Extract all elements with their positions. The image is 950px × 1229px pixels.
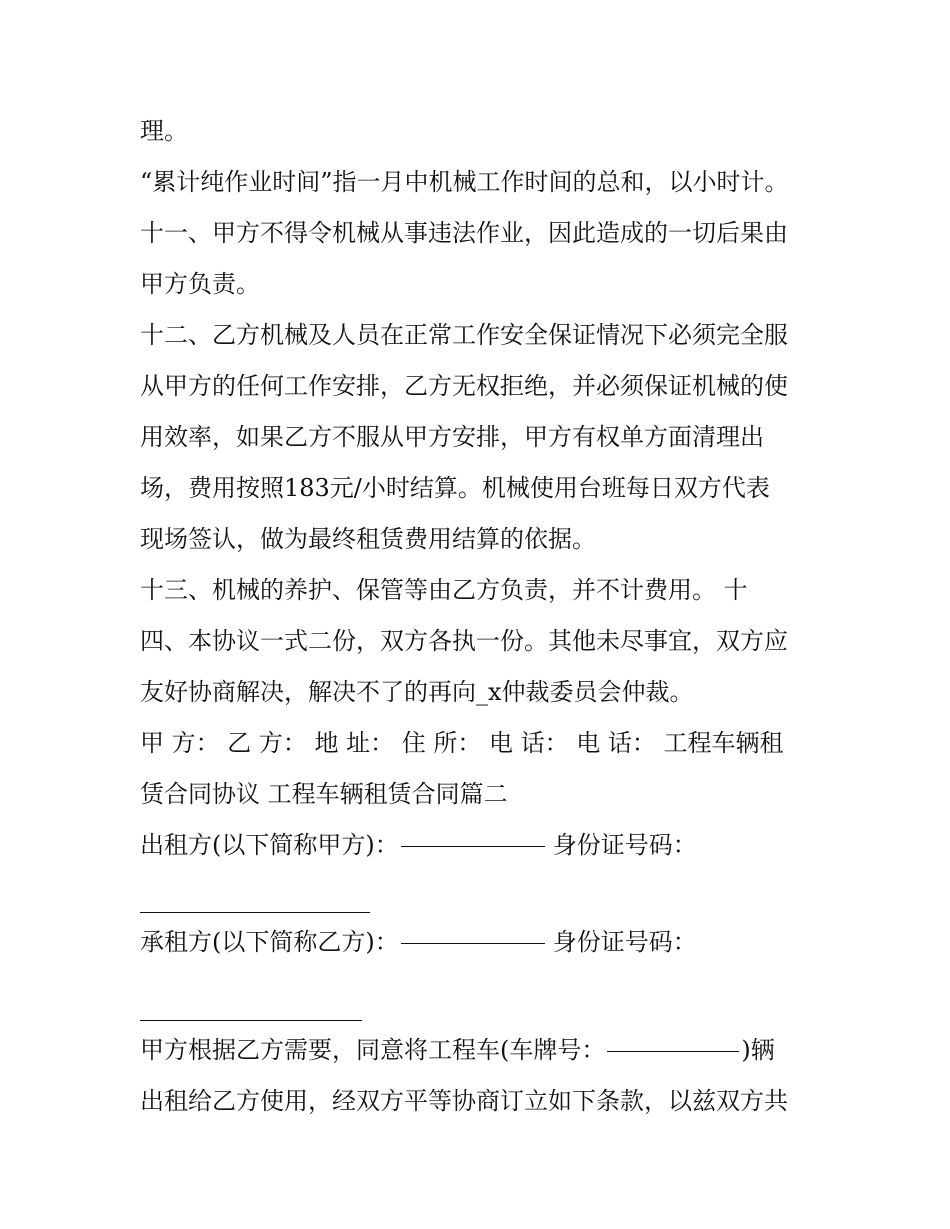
lessee-line xyxy=(140,917,820,968)
lessor-label: 出租方(以下简称甲方)： xyxy=(140,831,399,859)
vehicle-line xyxy=(140,1025,820,1076)
vehicle-text-end: )辆 xyxy=(741,1036,775,1064)
lessee-name-blank xyxy=(401,942,545,944)
lessee-id-label: 身份证号码： xyxy=(552,928,697,956)
text-line: 十二、乙方机械及人员在正常工作安全保证情况下必须完全服 xyxy=(140,321,788,349)
text-line: “累计纯作业时间”指一月中机械工作时间的总和，以小时计。 xyxy=(140,168,789,196)
text-line: 理。 xyxy=(140,117,188,145)
text-line: 场，费用按照183元/小时结算。机械使用台班每日双方代表 xyxy=(140,474,770,502)
text-line: 十一、甲方不得令机械从事违法作业，因此造成的一切后果由 xyxy=(140,219,788,247)
text-line: 十三、机械的养护、保管等由乙方负责，并不计费用。 十 xyxy=(140,576,748,604)
lessor-id-label: 身份证号码： xyxy=(552,831,697,859)
vehicle-text-start: 甲方根据乙方需要，同意将工程车(车牌号： xyxy=(140,1036,606,1064)
text-line: 甲 方： 乙 方： 地 址： 住 所： 电 话： 电 话： 工程车辆租 xyxy=(140,729,784,757)
text-line: 赁合同协议 工程车辆租赁合同篇二 xyxy=(140,780,508,808)
lessor-line xyxy=(140,820,820,871)
lessor-id-blank xyxy=(140,911,370,913)
lessor-id-blank-line xyxy=(140,871,820,917)
lessor-name-blank xyxy=(401,845,545,847)
lessee-id-blank xyxy=(140,1019,362,1021)
text-line: 从甲方的任何工作安排，乙方无权拒绝，并必须保证机械的使 xyxy=(140,372,788,400)
plate-number-blank xyxy=(607,1050,739,1052)
text-line: 出租给乙方使用，经双方平等协商订立如下条款，以兹双方共 xyxy=(140,1087,788,1115)
text-line: 现场签认，做为最终租赁费用结算的依据。 xyxy=(140,525,596,553)
text-line: 四、本协议一式二份，双方各执一份。其他未尽事宜，双方应 xyxy=(140,627,788,655)
document-body xyxy=(140,106,820,1127)
text-line: 甲方负责。 xyxy=(140,270,260,298)
text-line: 友好协商解决，解决不了的再向_x仲裁委员会仲裁。 xyxy=(140,678,694,706)
text-line: 用效率，如果乙方不服从甲方安排，甲方有权单方面清理出 xyxy=(140,423,764,451)
lessee-label: 承租方(以下简称乙方)： xyxy=(140,928,399,956)
lessee-id-blank-line xyxy=(140,968,820,1025)
